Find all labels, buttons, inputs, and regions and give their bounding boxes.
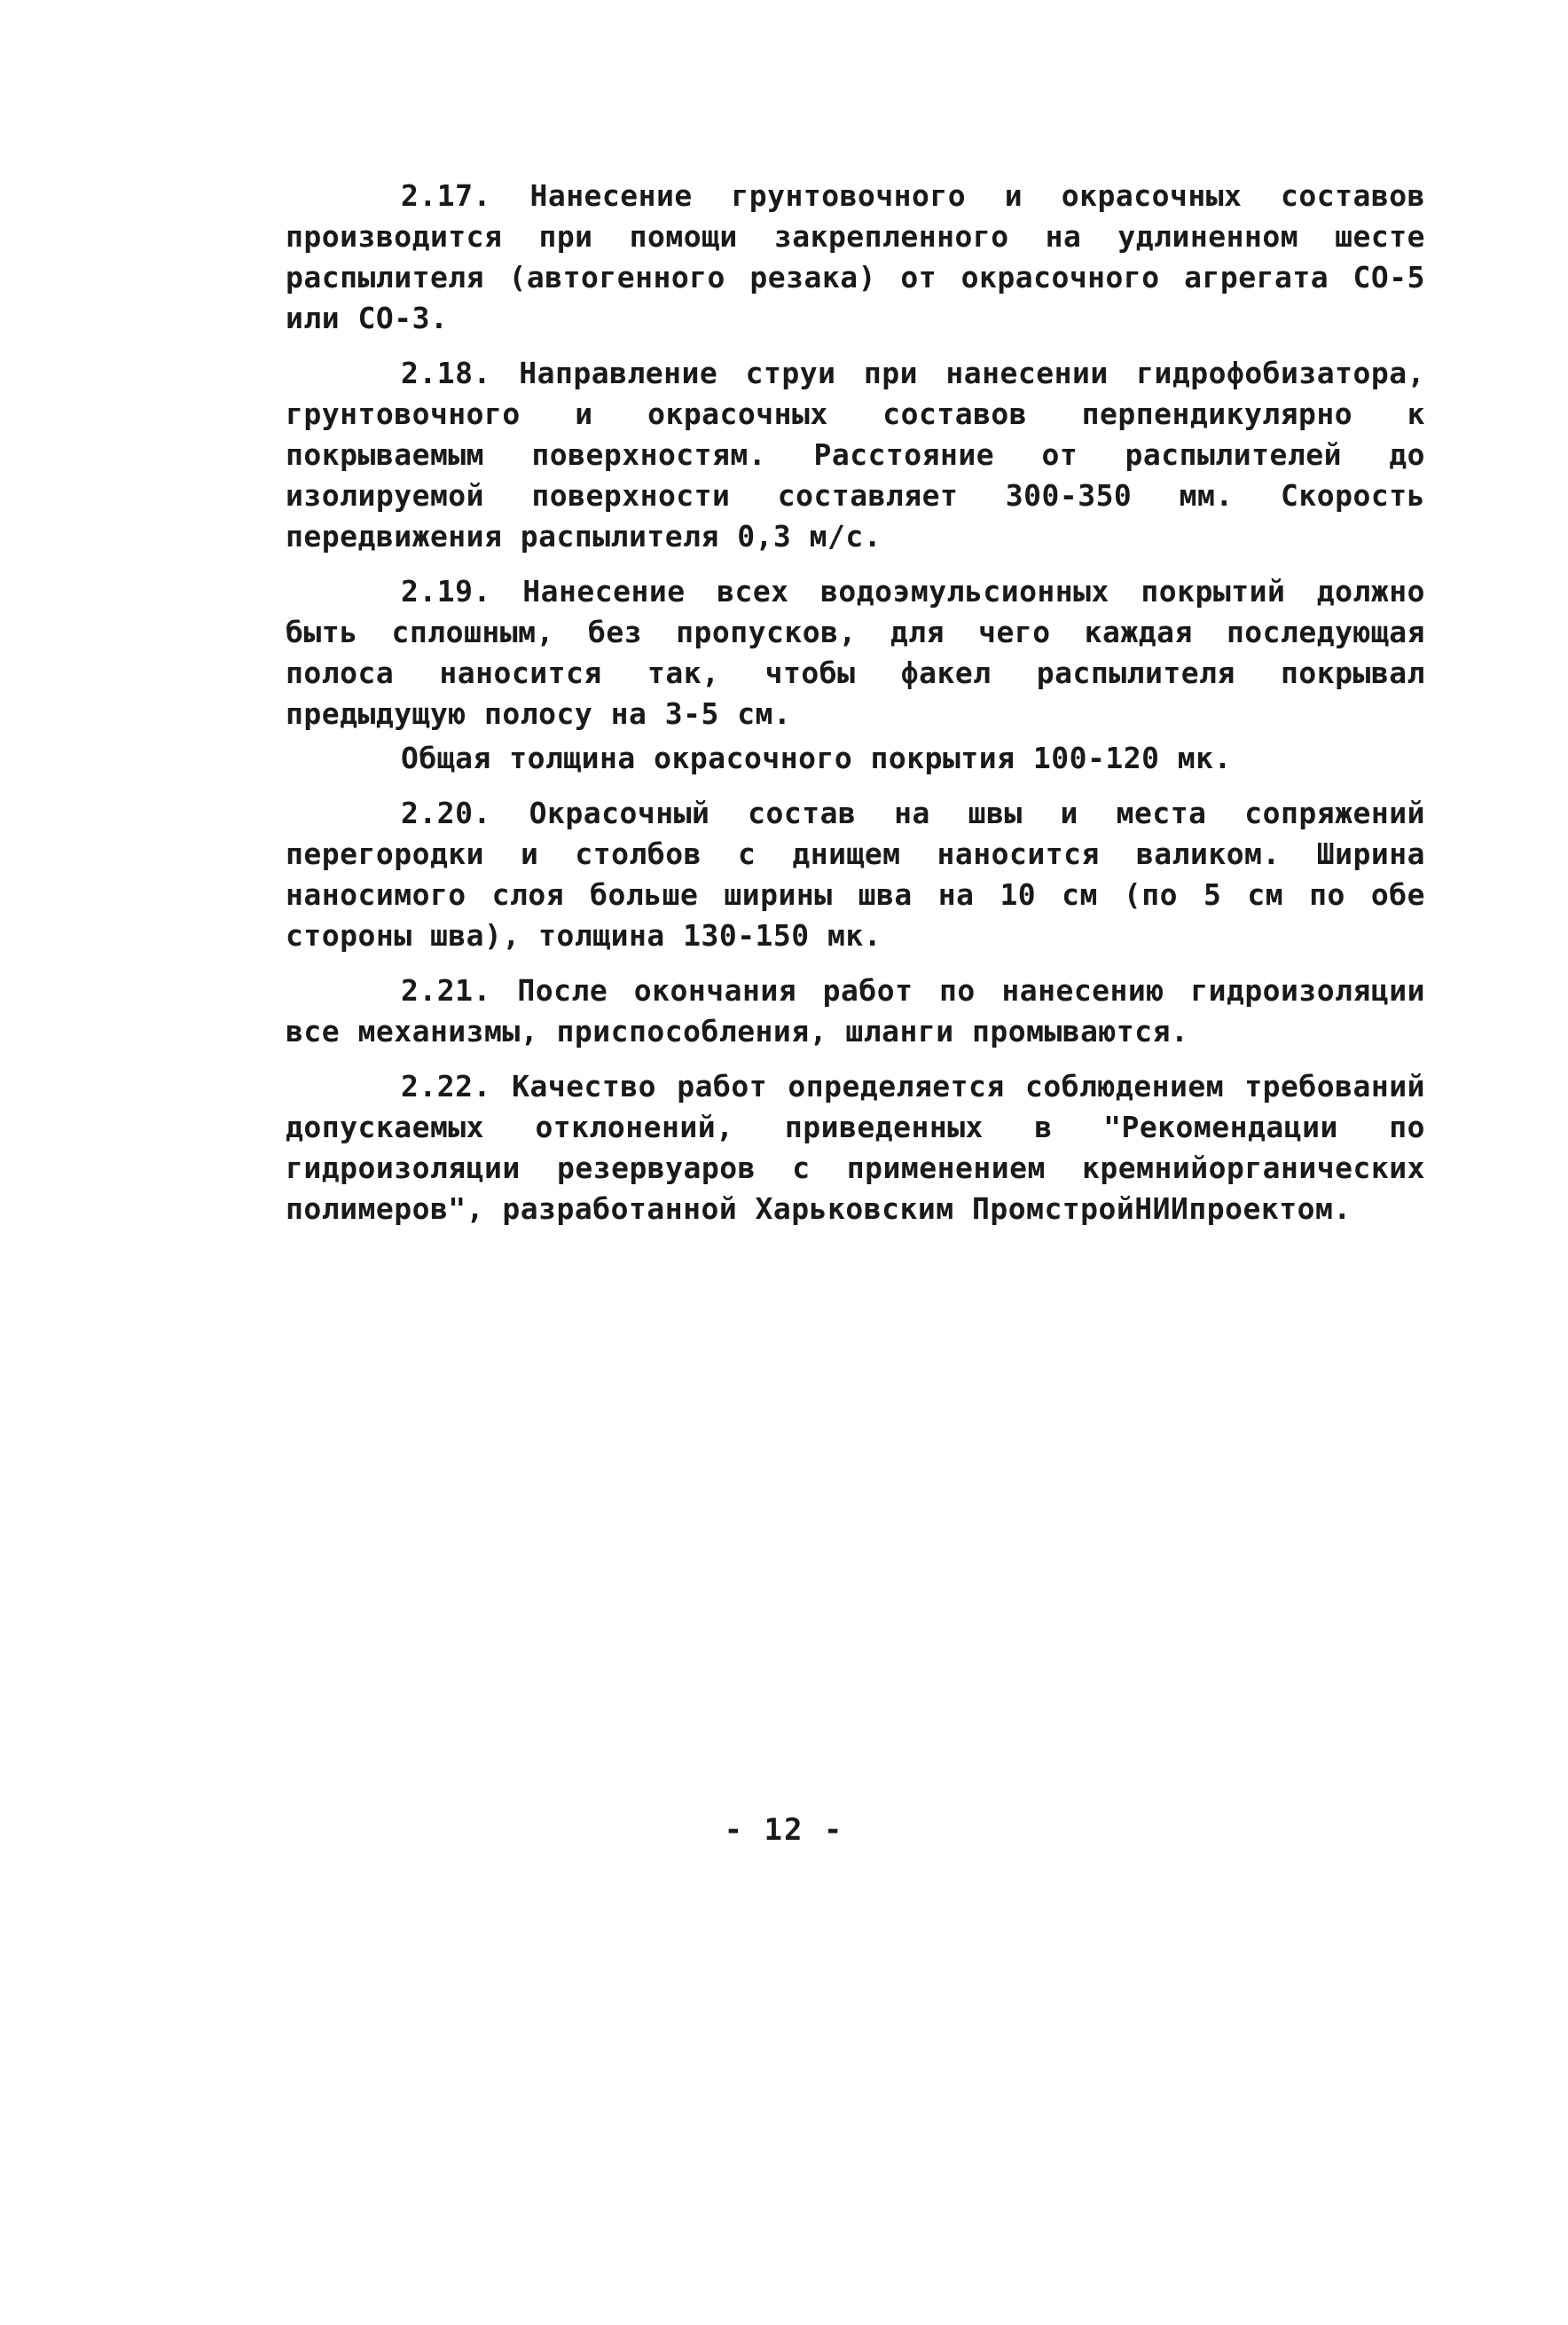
paragraph-2-22: 2.22. Качество работ определяется соблюдением требований допускаемых отклонений, приведенных в "Рекомендации по гидроизоляции резервуаров с применением кремнийорганических полимеров", разработанной Харьковским ПромстройНИИпроектом. [286,1069,1425,1226]
paragraph-2-18: 2.18. Направление струи при нанесении гидрофобизатора, грунтовочного и окрасочных составов перпендикулярно к покрываемым поверхностям. Расстояние от распылителей до изолируемой поверхности составляет 300-350 мм. Скорость передвижения распылителя 0,3 м/с. [286,356,1425,554]
paragraph-2-20: 2.20. Окрасочный состав на швы и места сопряжений перегородки и столбов с днищем наносится валиком. Ширина наносимого слоя больше ширины шва на 10 см (по 5 см по обе стороны шва), толщина 130-150 мк. [286,796,1425,953]
page-number: - 12 - [724,1812,844,1848]
paragraph-2-17: 2.17. Нанесение грунтовочного и окрасочных составов производится при помощи закрепленного на удлиненном шесте распылителя (автогенного резака) от окрасочного агрегата СО-5 или СО-3. [286,178,1425,335]
document-body [286,176,1425,1244]
paragraph-total-thickness: Общая толщина окрасочного покрытия 100-120 мк. [401,741,1232,775]
paragraph-2-21: 2.21. После окончания работ по нанесению гидроизоляции все механизмы, приспособления, шланги промываются. [286,973,1425,1049]
paragraph-2-19: 2.19. Нанесение всех водоэмульсионных покрытий должно быть сплошным, без пропусков, для чего каждая последующая полоса наносится так, чтобы факел распылителя покрывал предыдущую полосу на 3-5 см. [286,574,1425,731]
